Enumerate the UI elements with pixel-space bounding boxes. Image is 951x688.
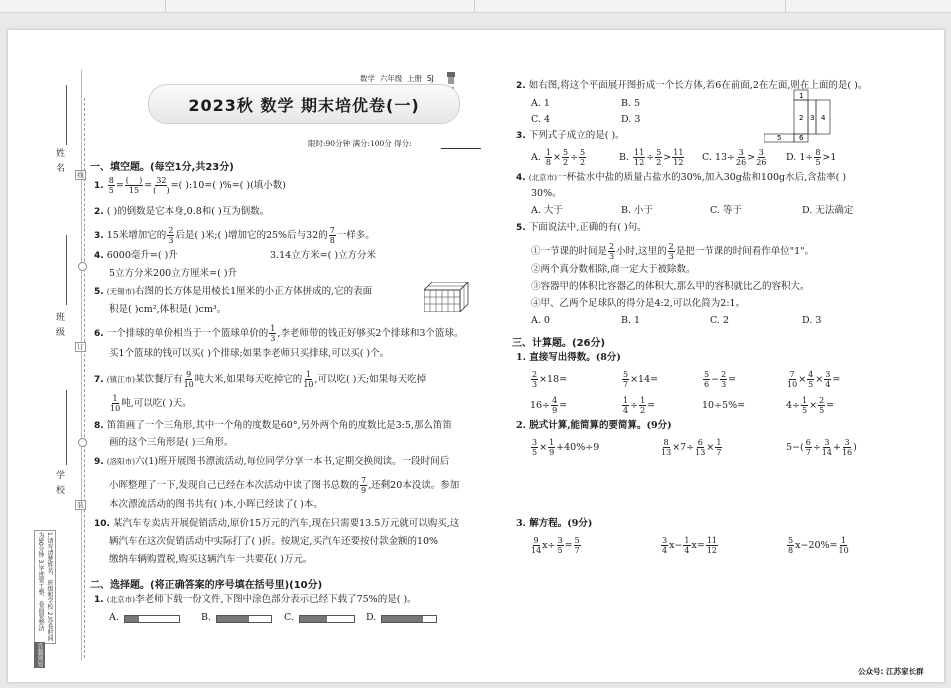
header-meta: [360, 73, 434, 84]
notice-label: 答题须知: [36, 643, 43, 667]
calc-1a: $\frac{2}{3}$ ×18=: [532, 370, 568, 389]
footer-text: 公众号: 江苏家长群: [858, 667, 924, 676]
title-banner: [148, 84, 460, 124]
calc-1b: $\frac{5}{7}$ ×14=: [623, 370, 659, 389]
q8: 8. 笛笛画了一个三角形,其中一个角的度数是60°,另外两个角的度数比是3:5,那么笛笛: [94, 420, 452, 431]
s2-q5: 5. 下面说法中,正确的有( )句。: [516, 222, 647, 233]
s2-q3-optC: C. 13÷ $\frac{3}{26}$ > $\frac{3}{26}$: [702, 148, 767, 167]
s2-q3-optB: B. $\frac{11}{12}$ ÷ $\frac{5}{2}$ > $\frac{11}{12}$: [619, 148, 684, 167]
name-underline: [66, 85, 67, 145]
s2-q4-optB: B. 小于: [621, 205, 654, 216]
calc-part1: 1. 直接写出得数。(8分): [516, 352, 621, 363]
net-face-2: 2: [799, 114, 804, 122]
q4: 4. 6000毫升=( )升: [94, 250, 178, 261]
s2-q2-optA: A. 1: [531, 98, 550, 109]
edition: SJ: [426, 74, 434, 83]
q10-line2: 辆汽车在这次促销活动中实际打了( )折。按规定,买汽车还要按付款金额的10%: [109, 536, 439, 547]
toolbar-divider: [165, 0, 166, 12]
q6: 6. 一个排球的单价相当于一个篮球单价的 $\frac{1}{3}$ ,李老师带的钱正好够买2个排球和3个篮球。: [94, 324, 464, 343]
binding-hole: [78, 438, 87, 447]
calc2-b: $\frac{8}{13}$ ×7÷ $\frac{6}{13}$ × $\frac{1}{7}$: [661, 438, 722, 457]
calc-1c: $\frac{5}{6}$ − $\frac{2}{3}$ =: [704, 370, 737, 389]
q8-line2: 画的这个三角形是( )三角形。: [109, 437, 234, 448]
cut-line: [84, 98, 85, 658]
subject: 数学: [360, 74, 375, 83]
exam-paper: [8, 30, 944, 682]
q4-line2: 5立方分米200立方厘米=( )升: [109, 268, 238, 279]
s2-q5-s1: ①一节课的时间是 $\frac{2}{3}$ 小时,这里的 $\frac{2}{3}$ 是把一节课的时间看作单位"1"。: [531, 242, 815, 261]
calc-2c: 10÷5%=: [702, 400, 746, 411]
s2-q1-optC: C.: [284, 612, 294, 623]
q10-line3: 缴纳车辆购置税,购买这辆汽车一共要花( )万元。: [109, 554, 313, 565]
section3-title: 三、计算题。(26分): [512, 338, 606, 349]
q7-line2: $\frac{1}{10}$ 吨,可以吃( )天。: [110, 394, 192, 413]
s2-q1-optD: D.: [366, 612, 377, 623]
school-underline: [66, 390, 67, 465]
score-underline: [441, 148, 481, 149]
calc2-a: $\frac{3}{5}$ × $\frac{1}{9}$ +40%÷9: [532, 438, 600, 457]
q9-line2: 小晖整理了一下,发现自己已经在本次活动中读了图书总数的 $\frac{7}{9}$ ,还剩20本没读。参加: [109, 476, 460, 495]
q9-line3: 本次漂流活动的图书共有( )本,小晖已经读了( )本。: [109, 499, 323, 510]
download-bar-a: [124, 615, 180, 623]
section1-title: 一、填空题。(每空1分,共23分): [90, 162, 234, 173]
cube-net-figure: [764, 88, 854, 144]
equation-c: $\frac{5}{8}$ x−20%= $\frac{1}{10}$: [788, 536, 849, 555]
download-bar-b: [216, 615, 272, 623]
equation-a: $\frac{9}{14}$ x÷ $\frac{3}{5}$ = $\frac{5}{7}$: [531, 536, 580, 555]
calc-2b: $\frac{1}{4}$ ÷ $\frac{1}{2}$ =: [623, 396, 656, 415]
s2-q5-s3: ③容器甲的体积比容器乙的体积大,那么甲的容积就比乙的容积大。: [531, 281, 810, 292]
binding-line: [81, 70, 82, 660]
calc-2a: 16÷ $\frac{4}{9}$ =: [530, 396, 568, 415]
s2-q4: 4. (北京市)一杯盐水中盐的质量占盐水的30%,加入30g盐和100g水后,含盐率( ): [516, 172, 847, 183]
net-face-6: 6: [799, 134, 804, 142]
download-bar-c: [299, 615, 355, 623]
q4-part-b: 3.14立方米=( )立方分米: [270, 250, 377, 261]
toolbar-divider: [474, 0, 475, 12]
q3: 3. 15米增加它的 $\frac{2}{3}$ 后是( )米;( )增加它的25%后与32的 $\frac{7}{8}$ 一样多。: [94, 226, 375, 245]
section2-title: 二、选择题。(将正确答案的序号填在括号里)(10分): [90, 580, 323, 591]
exam-title: 2023秋 数学 期末培优卷(一): [188, 96, 420, 115]
q9: 9. (洛阳市)六(1)班开展图书漂流活动,每位同学分享一本书,定期交换阅读。一段时间后: [94, 456, 450, 467]
grade: 六年级: [379, 74, 403, 83]
q2: 2. ( )的倒数是它本身,0.8和( )互为倒数。: [94, 206, 270, 217]
class-label: 班级: [54, 312, 64, 342]
s2-q2-optB: B. 5: [621, 98, 641, 109]
s2-q5-optB: B. 1: [621, 315, 641, 326]
s2-q1-optB: B.: [201, 612, 212, 623]
download-fill-b: [217, 616, 249, 622]
equation-b: $\frac{3}{4}$ x− $\frac{1}{4}$ x= $\frac{11}{12}$: [662, 536, 718, 555]
s2-q4-optA: A. 大于: [531, 205, 563, 216]
net-face-3: 3: [810, 114, 815, 122]
notice-box: 1.请写清楚姓名、班级和学校 2.答卷时间为90分钟 3.字迹要工整、卷面要整洁: [34, 530, 56, 644]
exam-meta: 限时:90分钟 满分:100分 得分:: [308, 139, 412, 148]
class-underline: [66, 235, 67, 305]
s2-q3-optA: A. $\frac{1}{8}$ × $\frac{5}{2}$ ÷ $\frac{5}{2}$: [531, 148, 586, 167]
calc-part3: 3. 解方程。(9分): [516, 518, 593, 529]
margin-tag: 装: [75, 500, 86, 510]
download-fill-d: [382, 616, 423, 622]
s2-q5-s2: ②两个真分数相除,商一定大于被除数。: [531, 264, 696, 275]
margin-tag: 线: [75, 170, 86, 180]
s2-q3: 3. 下列式子成立的是( )。: [516, 130, 625, 141]
s2-q4-optC: C. 等于: [710, 205, 742, 216]
s2-q4-optD: D. 无法确定: [802, 205, 854, 216]
q1: 1. $\frac{8}{5}$ = $\frac{( )}{15}$ = $\frac{32}{( )}$ =( ):10=( )%=( )(填小数): [94, 176, 286, 195]
s2-q1: 1. (北京市)李老师下载一份文件,下图中涂色部分表示已经下载了75%的是( )。: [94, 594, 417, 605]
q6-line2: 买1个篮球的钱可以买( )个排球;如果李老师只买排球,可以买( )个。: [109, 348, 390, 359]
viewer-top-bar: [0, 0, 951, 13]
s2-q5-optD: D. 3: [802, 315, 822, 326]
s2-q3-optD: D. 1÷ $\frac{8}{5}$ >1: [786, 148, 837, 167]
toolbar-divider: [785, 0, 786, 12]
s2-q1-optA: A.: [109, 612, 119, 623]
download-fill-c: [300, 616, 327, 622]
s2-q4-line2: 30%。: [531, 188, 562, 199]
name-label: 姓名: [54, 148, 64, 178]
s2-q5-s4: ④甲、乙两个足球队的得分是4:2,可以化简为2:1。: [531, 298, 746, 309]
term: 上册: [407, 74, 423, 83]
s2-q2: 2. 如右图,将这个平面展开图折成一个长方体,若6在前面,2在左面,则在上面的是( )。: [516, 80, 868, 91]
net-face-1: 1: [799, 92, 804, 100]
net-face-4: 4: [821, 114, 826, 122]
calc-1d: $\frac{7}{10}$ × $\frac{4}{5}$ × $\frac{3}{4}$ =: [787, 370, 841, 389]
s2-q5-optC: C. 2: [710, 315, 730, 326]
s2-q2-optC: C. 4: [531, 114, 551, 125]
s2-q2-optD: D. 3: [621, 114, 641, 125]
margin-tag: 订: [75, 342, 86, 352]
calc-2d: 4÷ $\frac{1}{5}$ × $\frac{2}{5}$ =: [786, 396, 835, 415]
calc2-c: 5−( $\frac{6}{7}$ ÷ $\frac{3}{14}$ + $\frac{3}{16}$ ): [786, 438, 857, 457]
s2-q5-optA: A. 0: [531, 315, 550, 326]
q5-line2: 积是( )cm²,体积是( )cm³。: [109, 304, 227, 315]
net-face-5: 5: [777, 134, 782, 142]
download-bar-d: [381, 615, 437, 623]
q5: 5. (无锡市)右图的长方体是用棱长1厘米的小正方体拼成的,它的表面: [94, 286, 373, 297]
q10: 10. 某汽车专卖店开展促销活动,原价15万元的汽车,现在只需要13.5万元就可以购买,这: [94, 518, 460, 529]
q7: 7. (镇江市)某饮餐厅有 $\frac{9}{10}$ 吨大米,如果每天吃掉它的 $\frac{1}{10}$ ,可以吃( )天;如果每天吃掉: [94, 370, 427, 389]
school-label: 学校: [54, 470, 64, 500]
binding-hole: [78, 262, 87, 271]
download-fill-a: [125, 616, 139, 622]
cuboid-figure: [424, 282, 470, 312]
calc-part2: 2. 脱式计算,能简算的要简算。(9分): [516, 420, 672, 431]
